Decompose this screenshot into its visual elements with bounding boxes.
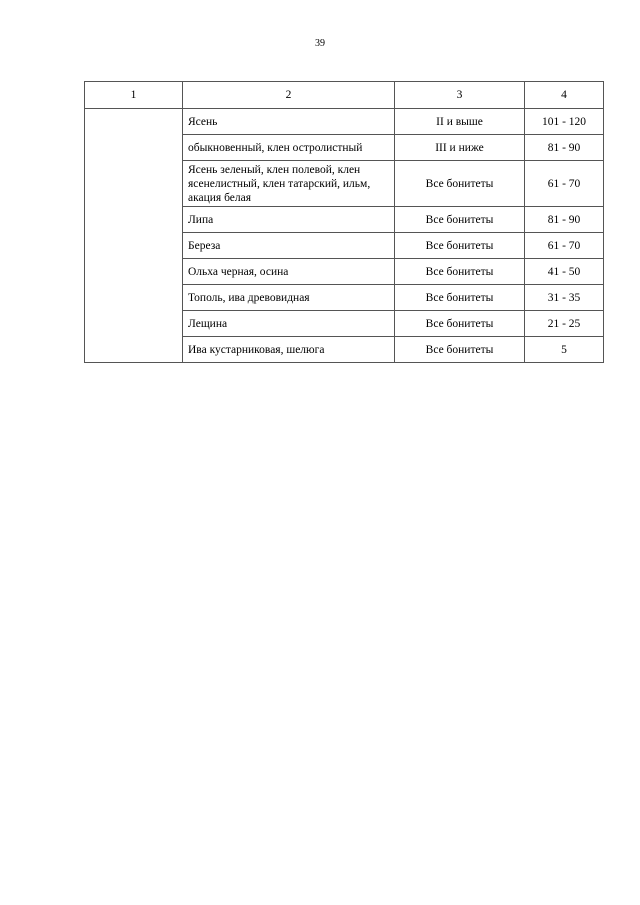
bonitet-cell: Все бонитеты <box>395 207 525 233</box>
species-cell: Ясень <box>183 109 395 135</box>
value-cell: 5 <box>525 337 604 363</box>
species-cell: Ольха черная, осина <box>183 259 395 285</box>
value-cell: 81 - 90 <box>525 207 604 233</box>
empty-category-cell <box>85 109 183 363</box>
header-cell-2: 2 <box>183 82 395 109</box>
bonitet-cell: Все бонитеты <box>395 233 525 259</box>
species-cell: Тополь, ива древовидная <box>183 285 395 311</box>
bonitet-cell: II и выше <box>395 109 525 135</box>
header-row <box>85 82 604 109</box>
value-cell: 61 - 70 <box>525 161 604 207</box>
table-row <box>85 109 604 135</box>
value-cell: 41 - 50 <box>525 259 604 285</box>
species-cell: Ива кустарниковая, шелюга <box>183 337 395 363</box>
species-cell: Липа <box>183 207 395 233</box>
header-cell-4: 4 <box>525 82 604 109</box>
species-table <box>84 81 604 363</box>
bonitet-cell: Все бонитеты <box>395 259 525 285</box>
species-cell: Береза <box>183 233 395 259</box>
bonitet-cell: Все бонитеты <box>395 337 525 363</box>
species-cell: Лещина <box>183 311 395 337</box>
value-cell: 81 - 90 <box>525 135 604 161</box>
bonitet-cell: Все бонитеты <box>395 161 525 207</box>
species-cell: Ясень зеленый, клен полевой, клен ясенелистный, клен татарский, ильм, акация белая <box>183 161 395 207</box>
value-cell: 101 - 120 <box>525 109 604 135</box>
bonitet-cell: Все бонитеты <box>395 285 525 311</box>
header-cell-3: 3 <box>395 82 525 109</box>
value-cell: 61 - 70 <box>525 233 604 259</box>
bonitet-cell: III и ниже <box>395 135 525 161</box>
header-cell-1: 1 <box>85 82 183 109</box>
bonitet-cell: Все бонитеты <box>395 311 525 337</box>
page-number: 39 <box>315 38 325 49</box>
value-cell: 31 - 35 <box>525 285 604 311</box>
species-cell: обыкновенный, клен остролистный <box>183 135 395 161</box>
value-cell: 21 - 25 <box>525 311 604 337</box>
